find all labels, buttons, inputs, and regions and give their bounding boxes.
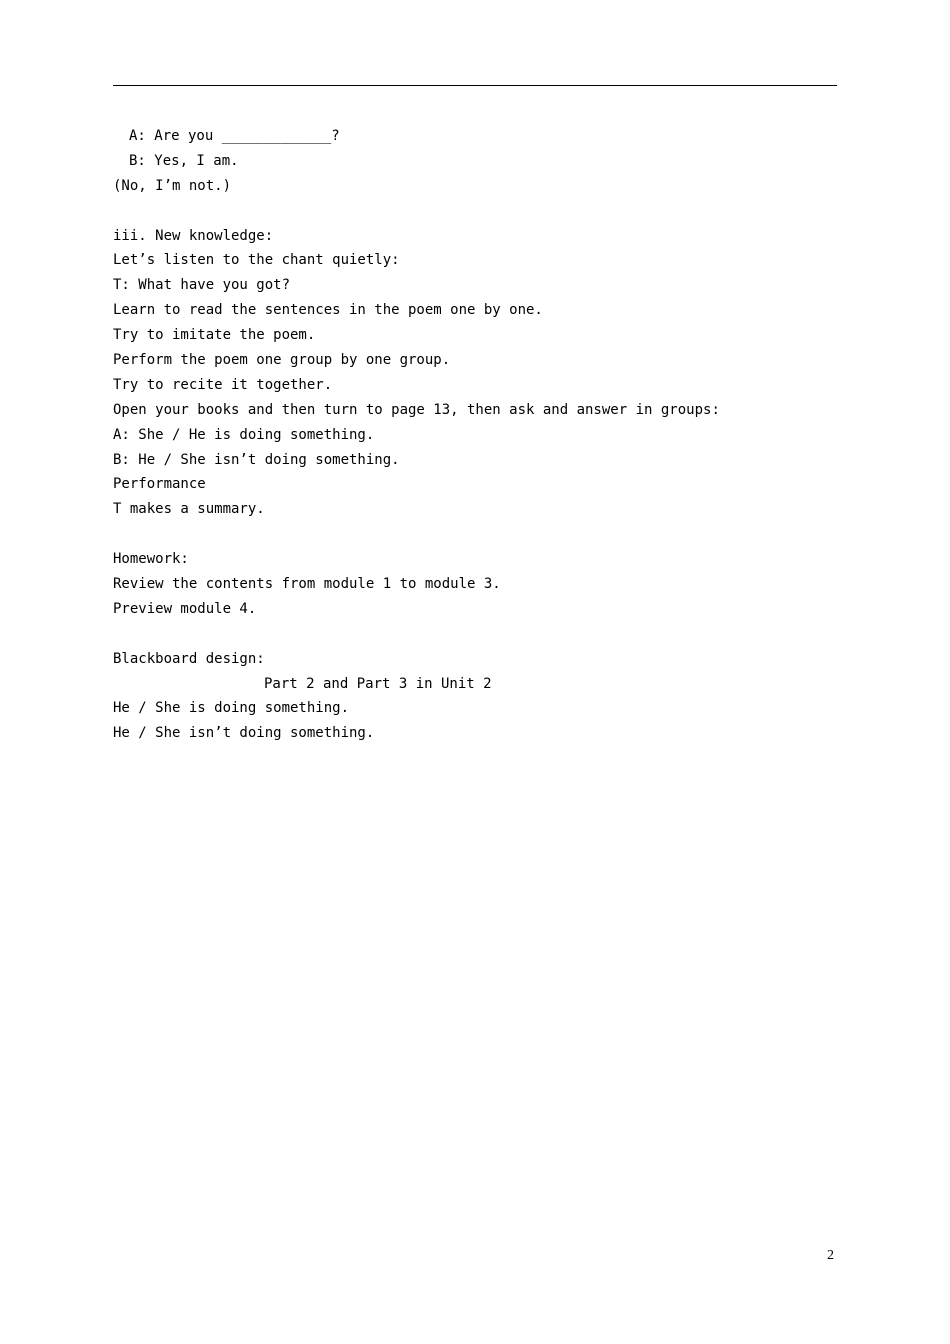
spacer [113,522,837,547]
new-knowledge-line: T: What have you got? [113,277,291,294]
new-knowledge-line: Let’s listen to the chant quietly: [113,252,400,269]
spacer [113,622,837,647]
blackboard-line: He / She isn’t doing something. [113,725,375,742]
blackboard-title: Part 2 and Part 3 in Unit 2 [264,675,492,692]
new-knowledge-line: Open your books and then turn to page 13, then ask and answer in groups: [113,401,720,418]
homework-line: Preview module 4. [113,600,257,617]
blackboard-line: He / She is doing something. [113,700,350,717]
new-knowledge-line: A: She / He is doing something. [113,426,375,443]
new-knowledge-line: Learn to read the sentences in the poem one by one. [113,302,543,319]
new-knowledge-line: Perform the poem one group by one group. [113,352,451,369]
section-heading-blackboard: Blackboard design: [113,650,265,667]
section-heading-homework: Homework: [113,551,189,568]
new-knowledge-line: Try to imitate the poem. [113,327,316,344]
header-rule [113,85,837,86]
section-heading-new-knowledge: iii. New knowledge: [113,227,274,244]
dialog-line-b: B: Yes, I am. [129,152,239,169]
new-knowledge-line: Try to recite it together. [113,376,333,393]
dialog-line-c: (No, I’m not.) [113,177,232,194]
page-content [113,124,837,746]
dialog-line-a: A: Are you _____________? [129,128,340,144]
page-number: 2 [827,1248,834,1263]
new-knowledge-line: B: He / She isn’t doing something. [113,451,400,468]
spacer [113,199,837,224]
new-knowledge-line: Performance [113,476,206,493]
new-knowledge-line: T makes a summary. [113,501,265,518]
homework-line: Review the contents from module 1 to module 3. [113,576,501,593]
